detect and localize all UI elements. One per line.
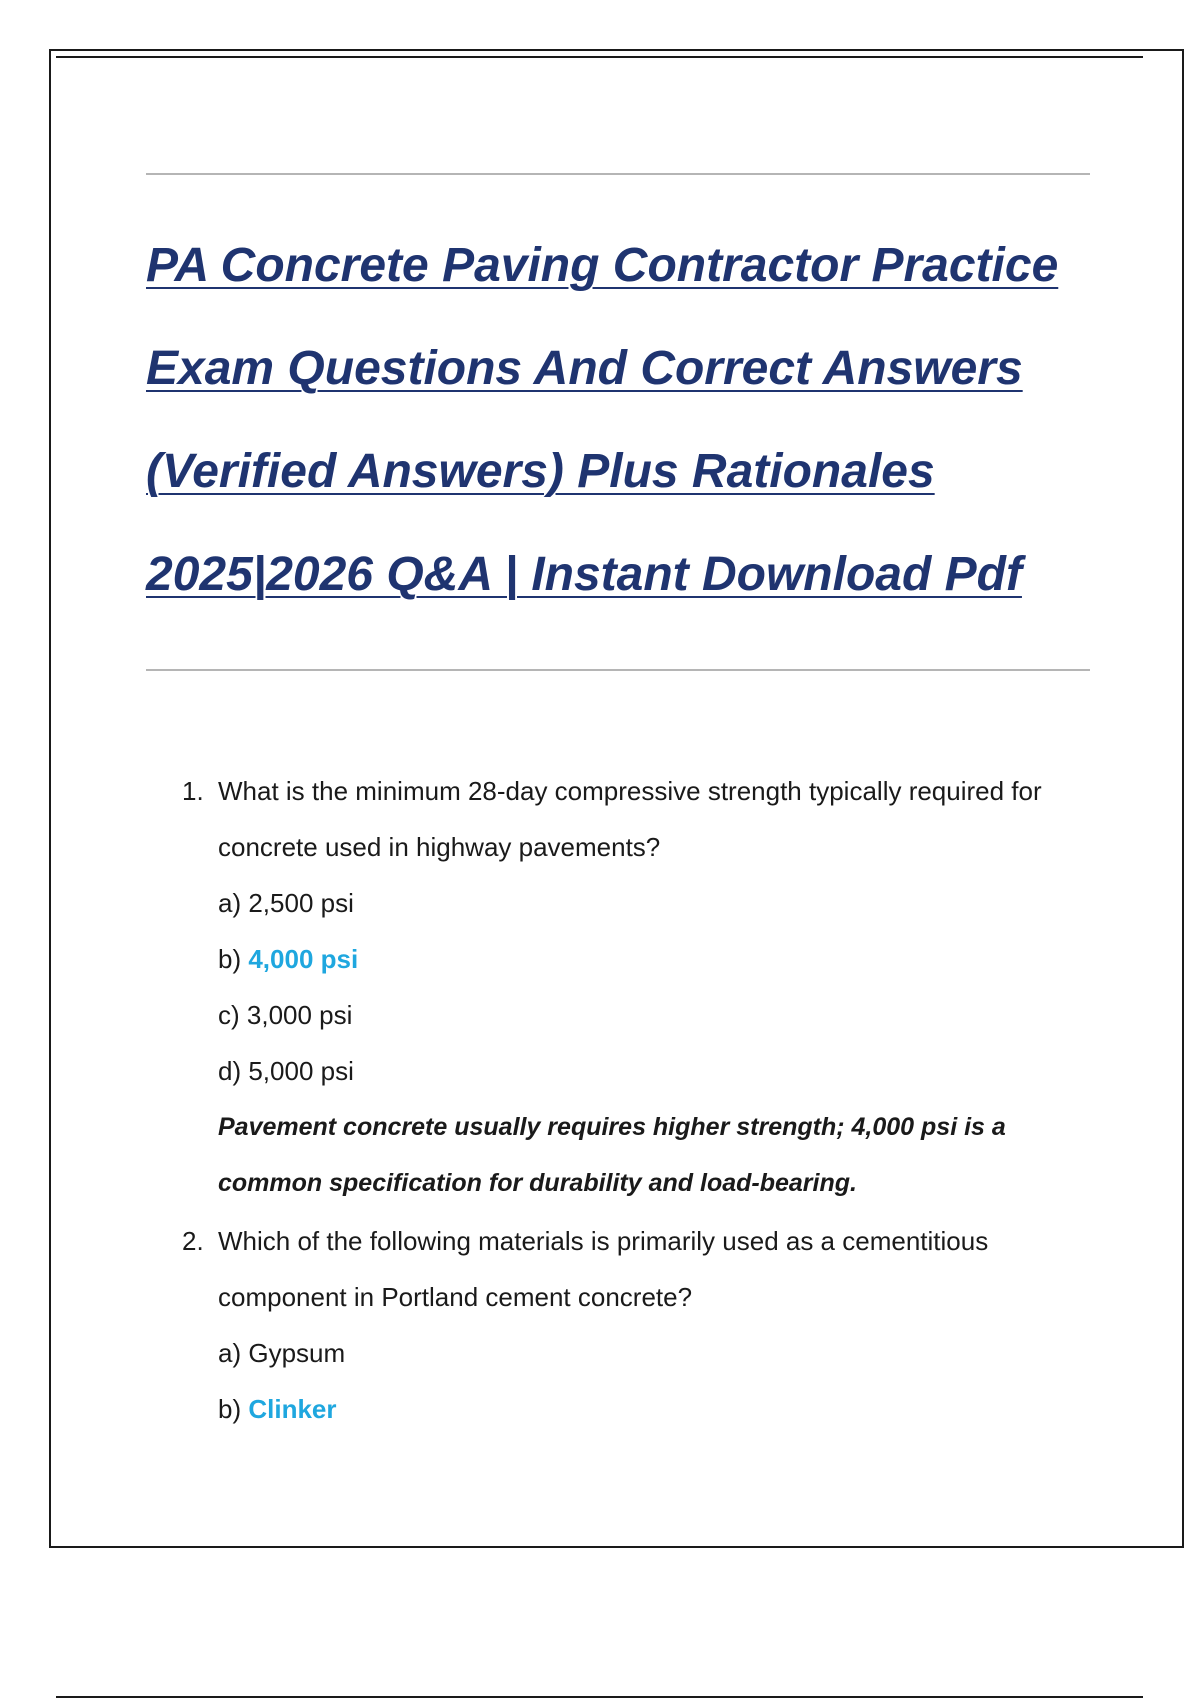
option-label: 3,000 psi	[246, 1000, 353, 1030]
answer-option-d: d) 5,000 psi	[218, 1056, 354, 1086]
answer-option-a: a) Gypsum	[218, 1338, 346, 1368]
question-2	[170, 1213, 1100, 1437]
question-number: 2.	[182, 1226, 204, 1256]
next-page-top-rule	[56, 1696, 1143, 1698]
title-line: PA Concrete Paving Contractor Practice	[146, 239, 1059, 292]
question-list	[170, 763, 1100, 1437]
answer-option-a: a) 2,500 psi	[218, 888, 354, 918]
option-label: 5,000 psi	[248, 1056, 354, 1086]
title-bottom-divider	[146, 669, 1090, 671]
answer-option-b: b) 4,000 psi	[218, 944, 359, 974]
title-top-divider	[146, 173, 1090, 175]
document-title	[146, 214, 1106, 626]
rationale-text: Pavement concrete usually requires higher strength; 4,000 psi is a common specification for durability and load-bearing.	[218, 1113, 1006, 1197]
answer-option-b: b) Clinker	[218, 1394, 337, 1424]
question-1	[170, 763, 1100, 1211]
answer-option-c: c) 3,000 psi	[218, 1000, 353, 1030]
title-line: 2025|2026 Q&A | Instant Download Pdf	[146, 548, 1022, 601]
title-line: (Verified Answers) Plus Rationales	[146, 445, 935, 498]
question-text: Which of the following materials is primarily used as a cementitious component in Portland cement concrete?	[218, 1226, 989, 1312]
question-text: What is the minimum 28-day compressive strength typically required for concrete used in highway pavements?	[218, 776, 1042, 862]
question-number: 1.	[182, 776, 204, 806]
title-line: Exam Questions And Correct Answers	[146, 342, 1023, 395]
option-label: 2,500 psi	[248, 888, 354, 918]
option-label: Gypsum	[248, 1338, 346, 1368]
correct-answer-label: 4,000 psi	[248, 944, 359, 974]
correct-answer-label: Clinker	[248, 1394, 337, 1424]
